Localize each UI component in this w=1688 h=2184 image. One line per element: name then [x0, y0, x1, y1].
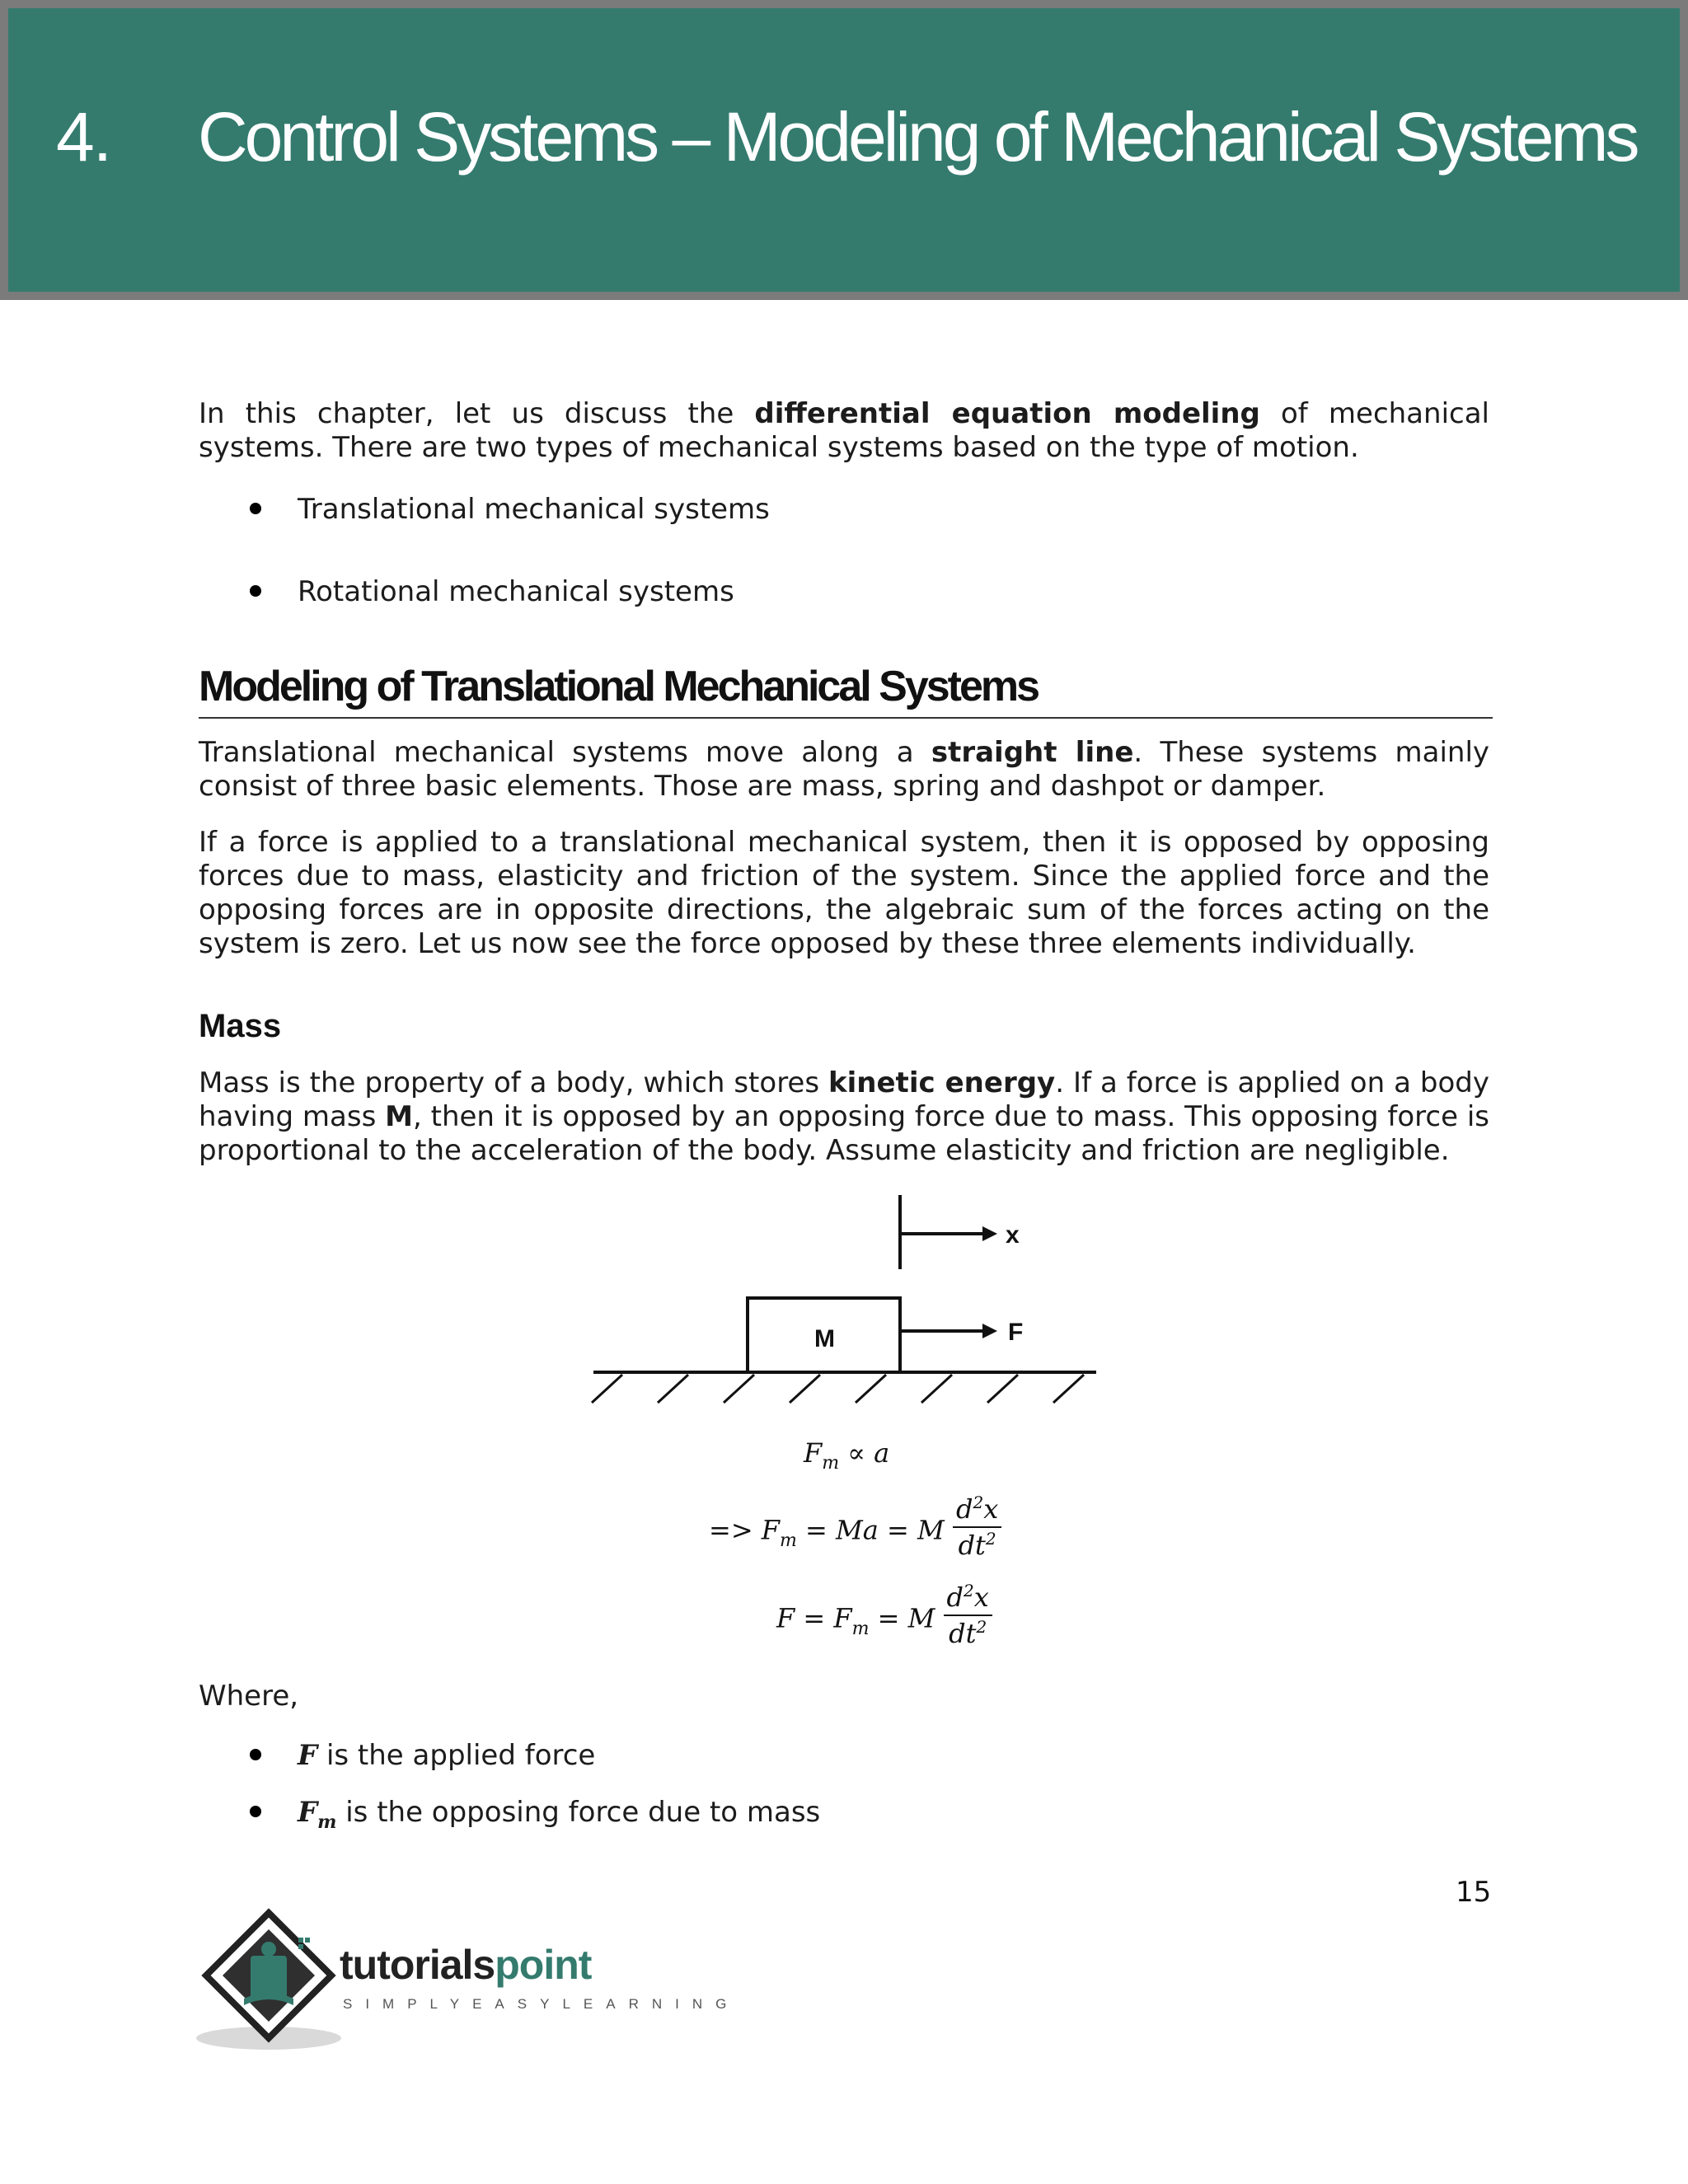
bold-term: straight line [931, 736, 1134, 769]
equation-applied-force: $F = F_m = M$ $\frac{d^2x}{dt^2}$ [776, 1586, 992, 1654]
fraction-d2x-dt2: $\frac{d^2x}{dt^2}$ [944, 1582, 992, 1649]
bullet-icon [250, 1749, 261, 1760]
chapter-number: 4. [56, 98, 111, 176]
bullet-icon [250, 585, 261, 597]
fraction-d2x-dt2: $\frac{d^2x}{dt^2}$ [953, 1493, 1001, 1561]
translational-paragraph-2 [199, 826, 1489, 961]
para-text: Mass is the property of a body, which stores [199, 1066, 829, 1099]
intro-bold-term: differential equation modeling [754, 397, 1260, 430]
intro-text-after: of mechanical systems. There are two types of mechanical systems based on the type of motion. [199, 397, 1489, 464]
para-text: . If a force is applied on a body having mass [199, 1066, 1489, 1133]
para-text: . These systems mainly consist of three basic elements. Those are mass, spring and dashpot or damper. [199, 736, 1490, 803]
bullet-icon [250, 503, 261, 514]
force-label: F [1008, 1319, 1024, 1346]
para-text: , then it is opposed by an opposing force due to mass. This opposing force is proportional to the acceleration of the body. Assume elasticity and friction are negligible. [199, 1100, 1489, 1167]
where-label: Where, [199, 1680, 299, 1713]
displacement-label: x [1006, 1221, 1020, 1249]
logo-tagline: SIMPLYEASYLEARNING [343, 1996, 740, 2012]
displacement-arrowhead [982, 1226, 997, 1241]
bullet-icon [250, 1806, 261, 1817]
logo-wordmark: tutorialspoint [340, 1942, 592, 1988]
section-heading-mass: Mass [199, 1008, 282, 1044]
list-item-text: Translational mechanical systems [298, 493, 770, 526]
list-item-text: is the opposing force due to mass [336, 1796, 821, 1829]
symbol-f: F [298, 1739, 318, 1772]
intro-text-before: In this chapter, let us discuss the [199, 397, 755, 430]
equation-proportional: $F_m \propto a$ [804, 1437, 890, 1474]
force-arrowhead [982, 1324, 997, 1338]
mass-diagram [577, 1187, 1113, 1409]
translational-paragraph-1 [199, 736, 1489, 804]
para-text: If a force is applied to a translational mechanical system, then it is opposed by opposing forces due to mass, elasticity and friction of the system. Since the applied force and the opposing forces are in opposite directions, the algebraic sum of the forces acting on the system is zero. Let us now see the force opposed by these three elements individually. [199, 826, 1489, 960]
section-heading-translational: Modeling of Translational Mechanical Systems [199, 659, 1493, 719]
bold-symbol: M [385, 1100, 413, 1133]
mass-label: M [814, 1325, 835, 1352]
mass-paragraph [199, 1066, 1489, 1168]
ground-hatch [592, 1375, 1084, 1403]
where-label-block [199, 1680, 1489, 1713]
tutorialspoint-logo [195, 1908, 740, 2056]
page-number: 15 [1456, 1876, 1492, 1909]
chapter-title: Control Systems – Modeling of Mechanical Systems [198, 98, 1637, 176]
equation-newton: => $F_m = Ma = M$ $\frac{d^2x}{dt^2}$ [709, 1498, 1001, 1566]
para-text: Translational mechanical systems move along a [199, 736, 931, 769]
bold-term: kinetic energy [828, 1066, 1056, 1099]
logo-emblem-icon [195, 1908, 343, 2056]
chapter-banner [0, 0, 1688, 300]
intro-paragraph [199, 397, 1489, 465]
list-item-text: is the applied force [317, 1739, 596, 1772]
symbol-fm: $F_m$ [298, 1796, 337, 1833]
list-item-text: Rotational mechanical systems [298, 575, 734, 608]
